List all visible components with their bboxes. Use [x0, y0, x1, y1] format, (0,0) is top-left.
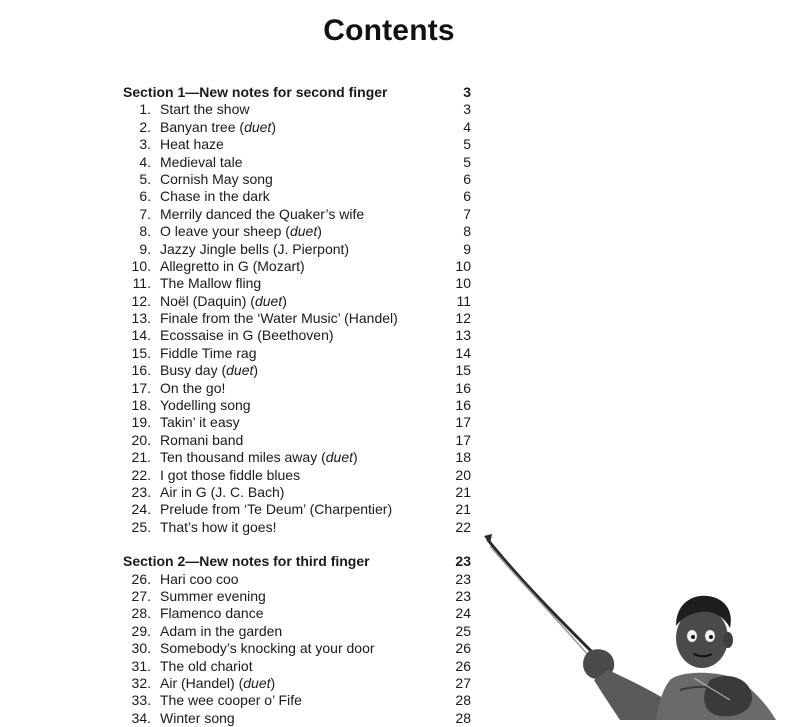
toc-entry — [123, 171, 471, 188]
entry-title — [160, 623, 441, 640]
violinist-illustration — [480, 530, 786, 720]
entry-number: 21. — [131, 449, 151, 466]
entry-number: 29. — [131, 622, 151, 639]
entry-title — [160, 501, 441, 518]
entry-title-text: Banyan tree ( — [160, 118, 245, 135]
entry-title-text: On the go! — [160, 379, 226, 396]
entry-title — [160, 327, 441, 344]
entry-number: 7. — [139, 205, 151, 222]
entry-number: 1. — [139, 101, 151, 118]
table-of-contents — [123, 84, 471, 727]
entry-title — [160, 519, 441, 536]
entry-title — [160, 275, 441, 292]
entry-title-text: Flamenco dance — [160, 605, 264, 622]
entry-title — [160, 345, 441, 362]
entry-page-number: 10 — [455, 257, 471, 274]
entry-title-italic: duet — [289, 223, 318, 240]
toc-entry — [123, 119, 471, 136]
entry-title-text: That’s how it goes! — [160, 518, 277, 535]
entry-page-number: 15 — [455, 362, 471, 379]
toc-entry — [123, 362, 471, 379]
toc-entry — [123, 605, 471, 622]
toc-entry — [123, 571, 471, 588]
toc-entry — [123, 293, 471, 310]
entry-title — [160, 293, 441, 310]
toc-entry — [123, 623, 471, 640]
entry-page-number: 21 — [455, 483, 471, 500]
entry-number: 31. — [131, 657, 151, 674]
entry-number: 14. — [131, 327, 151, 344]
entry-title-italic: duet — [254, 292, 283, 309]
toc-entry — [123, 658, 471, 675]
entry-page-number: 13 — [455, 327, 471, 344]
section-title: Section 1—New notes for second finger — [123, 84, 388, 100]
entry-title-text: Romani band — [160, 431, 244, 448]
entry-page-number: 26 — [455, 657, 471, 674]
toc-entry — [123, 327, 471, 344]
entry-number: 24. — [131, 501, 151, 518]
entry-page-number: 11 — [456, 292, 471, 309]
entry-title-text: Merrily danced the Quaker’s wife — [160, 205, 365, 222]
toc-entry — [123, 188, 471, 205]
entry-title — [160, 449, 441, 466]
entry-number: 22. — [131, 466, 151, 483]
entry-title — [160, 571, 441, 588]
entry-number: 28. — [131, 605, 151, 622]
entry-page-number: 20 — [455, 466, 471, 483]
entry-page-number: 28 — [455, 692, 471, 709]
toc-entry — [123, 206, 471, 223]
entry-title — [160, 467, 441, 484]
entry-title — [160, 206, 441, 223]
section-header — [123, 553, 471, 570]
entry-page-number: 12 — [455, 310, 471, 327]
entry-title — [160, 136, 441, 153]
entry-title-text: Cornish May song — [160, 170, 273, 187]
entry-page-number: 5 — [463, 136, 471, 153]
entry-number: 23. — [131, 483, 151, 500]
toc-entry — [123, 223, 471, 240]
entry-title — [160, 397, 441, 414]
entry-page-number: 7 — [463, 205, 471, 222]
entry-page-number: 26 — [455, 640, 471, 657]
entry-page-number: 6 — [463, 188, 471, 205]
toc-entry — [123, 380, 471, 397]
entry-page-number: 27 — [455, 674, 471, 691]
page-title: Contents — [323, 14, 455, 47]
entry-title-italic: duet — [325, 449, 354, 466]
toc-entry — [123, 640, 471, 657]
entry-title-text: Medieval tale — [160, 153, 243, 170]
entry-page-number: 6 — [463, 170, 471, 187]
entry-title-italic: duet — [226, 362, 254, 379]
entry-title-suffix: ) — [353, 449, 358, 466]
entry-number: 16. — [131, 362, 151, 379]
entry-title-text: Noël (Daquin) ( — [160, 292, 255, 309]
entry-title-text: Finale from the ‘Water Music’ (Handel) — [160, 310, 398, 327]
entry-title-text: Summer evening — [160, 587, 266, 604]
entry-title-text: The old chariot — [160, 657, 253, 674]
toc-entry — [123, 345, 471, 362]
toc-section-2 — [123, 553, 471, 727]
toc-entry — [123, 258, 471, 275]
entry-title-text: Air in G (J. C. Bach) — [160, 483, 285, 500]
entry-page-number: 17 — [455, 431, 471, 448]
toc-entry — [123, 467, 471, 484]
entry-number: 26. — [131, 570, 151, 587]
entry-number: 25. — [131, 518, 151, 535]
entry-title-suffix: ) — [270, 674, 276, 691]
entry-number: 3. — [139, 136, 151, 153]
entry-number: 34. — [131, 709, 151, 726]
toc-entry — [123, 275, 471, 292]
entry-title — [160, 414, 441, 431]
entry-title — [160, 432, 441, 449]
entry-title — [160, 484, 441, 501]
entry-page-number: 18 — [455, 449, 471, 466]
entry-title-text: Ecossaise in G (Beethoven) — [160, 327, 334, 344]
entry-title — [160, 658, 441, 675]
section-header — [123, 84, 471, 101]
entry-title-text: Chase in the dark — [160, 188, 270, 205]
entry-title-text: Takin’ it easy — [160, 414, 240, 431]
entry-number: 13. — [131, 310, 151, 327]
entry-number: 32. — [131, 674, 151, 691]
entry-title-suffix: ) — [317, 223, 322, 240]
entry-number: 10. — [131, 257, 151, 274]
toc-entry — [123, 588, 471, 605]
entry-title — [160, 362, 441, 379]
toc-entry — [123, 241, 471, 258]
section-page-number: 3 — [463, 84, 471, 100]
toc-entry — [123, 310, 471, 327]
entry-title-italic: duet — [244, 118, 272, 135]
entry-number: 27. — [131, 587, 151, 604]
entry-title — [160, 258, 441, 275]
entry-title-text: Air (Handel) ( — [160, 674, 244, 691]
entry-title — [160, 101, 441, 118]
entry-number: 30. — [131, 640, 151, 657]
toc-entry — [123, 136, 471, 153]
entry-title-text: Jazzy Jingle bells (J. Pierpont) — [160, 240, 350, 257]
entry-number: 6. — [139, 188, 151, 205]
section-gap — [123, 536, 471, 553]
entry-page-number: 5 — [463, 153, 471, 170]
entry-page-number: 22 — [455, 518, 471, 535]
entry-title-text: Prelude from ‘Te Deum’ (Charpentier) — [160, 501, 393, 518]
toc-entry — [123, 397, 471, 414]
toc-entry — [123, 154, 471, 171]
entry-title-suffix: ) — [282, 292, 287, 309]
entry-title-text: Yodelling song — [160, 397, 251, 414]
entry-number: 12. — [131, 292, 151, 309]
entry-number: 4. — [139, 153, 151, 170]
toc-entry — [123, 519, 471, 536]
entry-title-text: Busy day ( — [160, 362, 227, 379]
toc-entry — [123, 501, 471, 518]
entry-page-number: 24 — [455, 605, 471, 622]
entry-title — [160, 171, 441, 188]
entry-page-number: 14 — [455, 344, 471, 361]
entry-title-text: Allegretto in G (Mozart) — [160, 257, 305, 274]
entry-page-number: 17 — [455, 414, 471, 431]
entry-number: 2. — [139, 118, 151, 135]
entry-title-text: I got those fiddle blues — [160, 466, 301, 483]
entry-title-text: Fiddle Time rag — [160, 344, 257, 361]
toc-section-1 — [123, 84, 471, 536]
entry-page-number: 21 — [455, 501, 471, 518]
toc-entry — [123, 710, 471, 727]
entry-title-italic: duet — [243, 674, 271, 691]
entry-number: 9. — [139, 240, 151, 257]
entry-title — [160, 188, 441, 205]
entry-page-number: 28 — [455, 709, 471, 726]
toc-entry — [123, 432, 471, 449]
toc-entry — [123, 484, 471, 501]
toc-entry — [123, 675, 471, 692]
entry-number: 18. — [131, 397, 151, 414]
entry-page-number: 23 — [455, 587, 471, 604]
entry-title — [160, 588, 441, 605]
toc-entry — [123, 692, 471, 709]
entry-title — [160, 710, 441, 727]
entry-title-text: Winter song — [160, 709, 235, 726]
entry-page-number: 25 — [455, 622, 471, 639]
entry-page-number: 8 — [463, 223, 471, 240]
entry-page-number: 16 — [455, 379, 471, 396]
entry-title-text: Ten thousand miles away ( — [160, 449, 326, 466]
entry-page-number: 3 — [463, 101, 471, 118]
entry-title-text: Somebody’s knocking at your door — [160, 640, 375, 657]
entry-page-number: 4 — [463, 118, 471, 135]
entry-number: 5. — [139, 170, 151, 187]
toc-entry — [123, 414, 471, 431]
entry-number: 8. — [139, 223, 151, 240]
toc-entry — [123, 101, 471, 118]
entry-title — [160, 380, 441, 397]
entry-page-number: 9 — [463, 240, 471, 257]
entry-title — [160, 241, 441, 258]
entry-title-suffix: ) — [271, 118, 276, 135]
section-page-number: 23 — [455, 553, 471, 570]
entry-title-text: Heat haze — [160, 136, 224, 153]
entry-title-text: O leave your sheep ( — [160, 223, 290, 240]
entry-title — [160, 605, 441, 622]
entry-number: 17. — [131, 379, 151, 396]
entry-title — [160, 119, 441, 136]
entry-title — [160, 692, 441, 709]
entry-number: 11. — [132, 275, 151, 292]
entry-title — [160, 223, 441, 240]
entry-title-text: Start the show — [160, 101, 250, 118]
entry-page-number: 10 — [455, 275, 471, 292]
entry-title — [160, 154, 441, 171]
entry-title-text: The wee cooper o’ Fife — [160, 692, 302, 709]
section-title: Section 2—New notes for third finger — [123, 553, 370, 570]
toc-entry — [123, 449, 471, 466]
entry-title — [160, 310, 441, 327]
entry-number: 19. — [131, 414, 151, 431]
entry-number: 15. — [131, 344, 151, 361]
entry-page-number: 16 — [455, 397, 471, 414]
entry-title-text: Hari coo coo — [160, 570, 239, 587]
entry-title-text: The Mallow fling — [160, 275, 262, 292]
entry-number: 20. — [131, 431, 151, 448]
entry-title-suffix: ) — [253, 362, 259, 379]
entry-number: 33. — [131, 692, 151, 709]
entry-title-text: Adam in the garden — [160, 622, 283, 639]
entry-title — [160, 640, 441, 657]
entry-page-number: 23 — [455, 570, 471, 587]
entry-title — [160, 675, 441, 692]
